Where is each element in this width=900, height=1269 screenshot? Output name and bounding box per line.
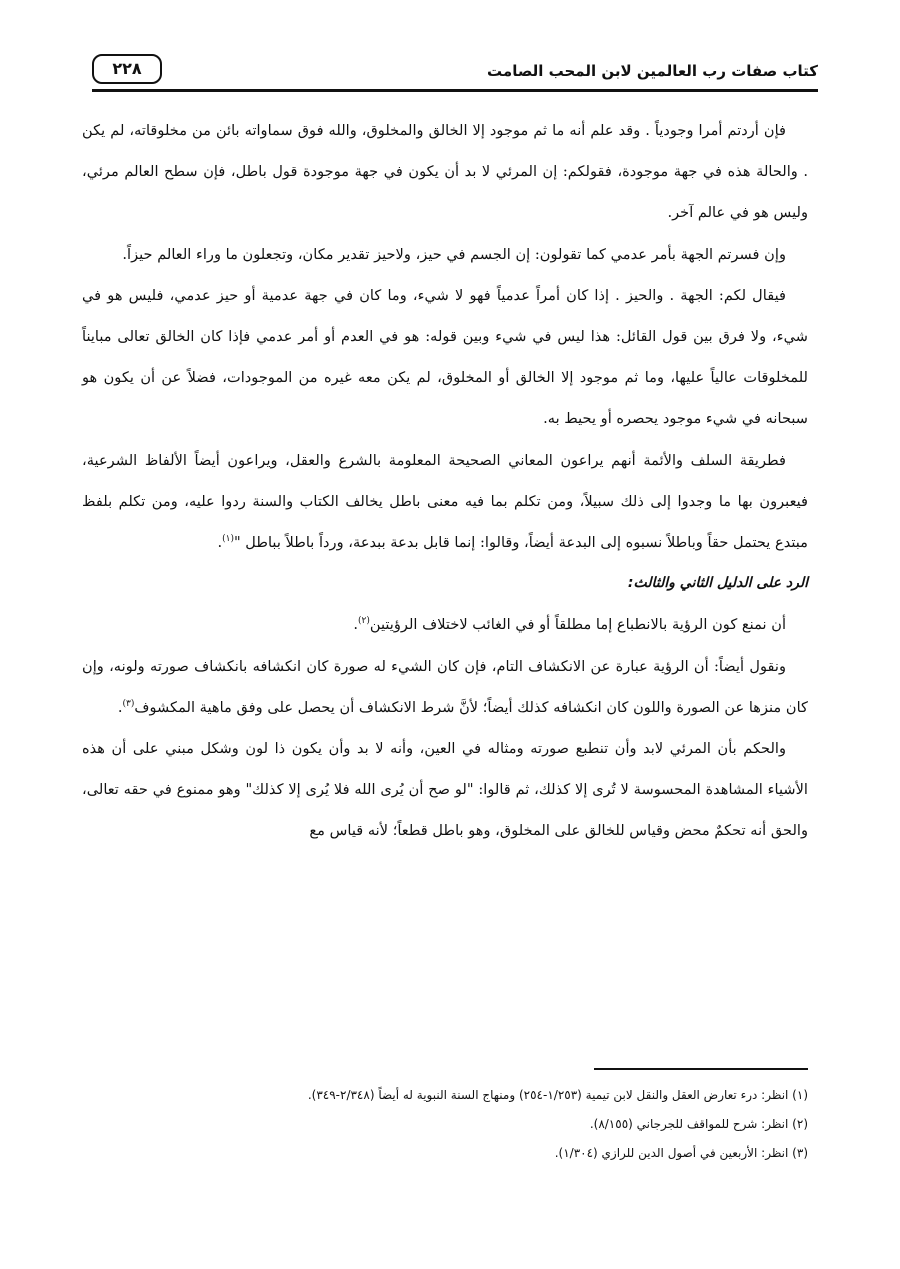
footnotes (82, 1081, 808, 1168)
paragraph-2-text: وإن فسرتم الجهة بأمر عدمي كما تقولون: إن الجسم في حيز، ولاحيز تقدير مكان، وتجعلون ما وراء العالم حيزاً. (122, 245, 786, 263)
main-text (82, 110, 808, 852)
paragraph-6 (82, 646, 808, 728)
page-number-badge: ٢٢٨ (92, 54, 162, 84)
footnote-divider (594, 1068, 808, 1070)
paragraph-4-end: . (217, 534, 223, 552)
book-title: كتاب صفات رب العالمين لابن المحب الصامت (487, 62, 818, 80)
section-heading: الرد على الدليل الثاني والثالث: (627, 575, 808, 592)
paragraph-6-end: . (117, 698, 123, 716)
paragraph-2 (82, 234, 808, 275)
paragraph-3-text: فيقال لكم: الجهة . والحيز . إذا كان أمراً عدمياً فهو لا شيء، وما كان في جهة عدمية أو حيز عدمي، فليس هو في شيء، ولا فرق بين قول القائل: هذا ليس في شيء وبين قوله: هو في العدم أو أمر عدمي فإذا كان الخالق تعالى مبايناً للمخلوقات عالياً عليها، وما ثم موجود إلا الخالق أو المخلوق، لم يكن معه غيره من الموجودات، فضلاً عن أن يكون هو سبحانه في شيء موجود يحصره أو يحيط به. (82, 286, 808, 428)
paragraph-4 (82, 440, 808, 564)
paragraph-6-text: ونقول أيضاً: أن الرؤية عبارة عن الانكشاف التام، فإن كان الشيء له صورة كان انكشافه بانكشاف صورته ولونه، وإن كان منزها عن الصورة واللون كان انكشافه كذلك أيضاً؛ لأنَّ شرط الانكشاف أن يحصل على وفق ماهية المكشوف (82, 657, 808, 716)
paragraph-4-text: فطريقة السلف والأئمة أنهم يراعون المعاني الصحيحة المعلومة بالشرع والعقل، ويراعون أيضاً الألفاظ الشرعية، فيعبرون بها ما وجدوا إلى ذلك سبيلاً، ومن تكلم بما فيه معنى باطل يخالف الكتاب والسنة ردوا عليه، ومن تكلم بلفظ مبتدع يحتمل حقاً وباطلاً نسبوه إلى البدعة أيضاً، وقالوا: إنما قابل بدعة ببدعة، ورداً باطلاً بباطل " (82, 451, 808, 552)
paragraph-5-end: . (353, 616, 358, 634)
paragraph-7-text: والحكم بأن المرئي لابد وأن تنطبع صورته ومثاله في العين، وأنه لا بد وأن يكون ذا لون وشكل مبني على أن هذه الأشياء المشاهدة المحسوسة لا تُرى إلا كذلك، ثم قالوا: "لو صح أن يُرى الله فلا يُرى إلا كذلك" وهو ممنوع في حقه تعالى، والحق أنه تحكمٌ محض وقياس للخالق على المخلوق، وهو باطل قطعاً؛ لأنه قياس مع (82, 740, 808, 840)
footnote-ref-3: (٣) (122, 698, 135, 709)
page-header (92, 50, 818, 92)
header-divider (92, 89, 818, 92)
paragraph-1 (82, 110, 808, 234)
footnote-3: (٣) انظر: الأربعين في أصول الدين للرازي (١/٣٠٤). (554, 1146, 808, 1160)
footnote-ref-1: (١) (222, 534, 234, 545)
footnote-2: (٢) انظر: شرح للمواقف للجرجاني (٨/١٥٥). (589, 1117, 808, 1131)
paragraph-5-text: أن نمنع كون الرؤية بالانطباع إما مطلقاً أو في الغائب لاختلاف الرؤيتين (369, 616, 786, 634)
paragraph-3 (82, 275, 808, 440)
footnote-1: (١) انظر: درء تعارض العقل والنقل لابن تيمية (١/٢٥٣-٢٥٤) ومنهاج السنة النبوية له أيضاً (٢/٣٤٨-٣٤٩). (307, 1088, 808, 1102)
paragraph-1-text: فإن أردتم أمرا وجودياً . وقد علم أنه ما ثم موجود إلا الخالق والمخلوق، والله فوق سماواته بائن من مخلوقاته، لم يكن . والحالة هذه في جهة موجودة، فقولكم: إن المرئي لا بد أن يكون في جهة موجودة قول باطل، فإن سطح العالم مرئي، وليس هو في عالم آخر. (82, 122, 808, 222)
paragraph-5 (82, 604, 808, 645)
footnote-ref-2: (٢) (357, 616, 370, 627)
paragraph-7 (82, 728, 808, 852)
